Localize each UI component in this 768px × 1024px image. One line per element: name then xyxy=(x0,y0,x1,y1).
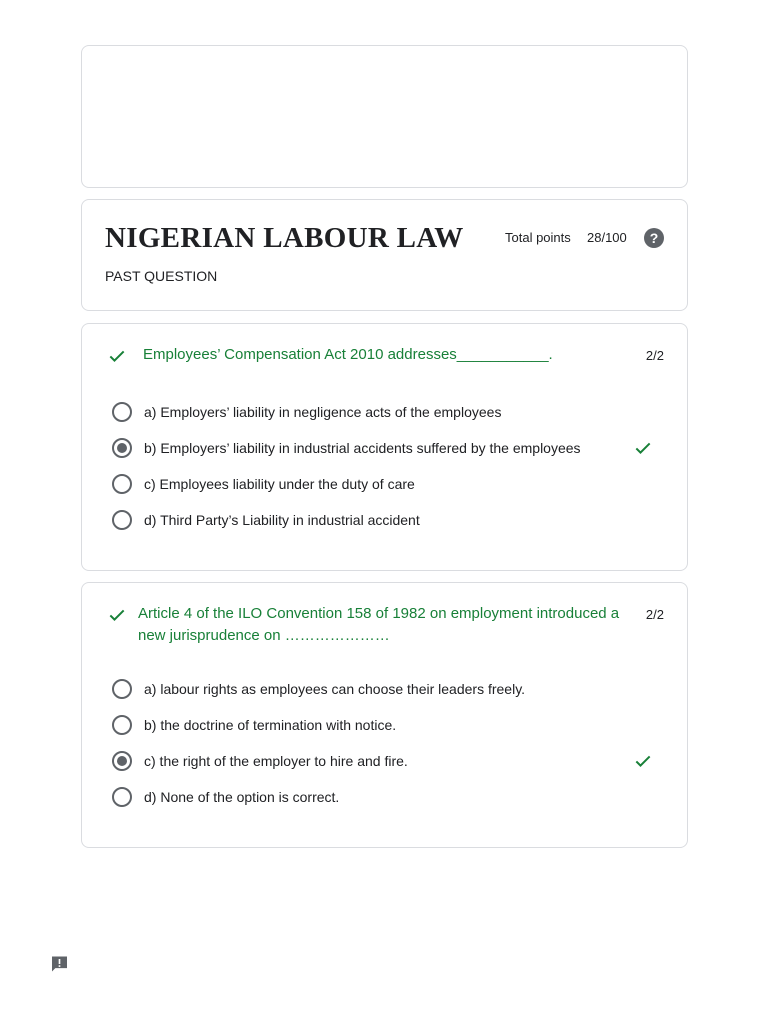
answer-option[interactable] xyxy=(112,677,667,701)
option-label: b) Employers’ liability in industrial accidents suffered by the employees xyxy=(144,440,581,456)
answer-option[interactable] xyxy=(112,508,667,532)
answer-option[interactable] xyxy=(112,472,667,496)
option-label: a) labour rights as employees can choose their leaders freely. xyxy=(144,681,526,697)
check-icon xyxy=(107,346,127,366)
radio-button[interactable] xyxy=(112,679,132,699)
question-points: 2/2 xyxy=(645,348,664,363)
option-label: d) None of the option is correct. xyxy=(144,789,340,805)
question-card xyxy=(81,582,688,848)
form-title: NIGERIAN LABOUR LAW xyxy=(105,222,464,254)
question-text: Article 4 of the ILO Convention 158 of 1982 on employment introduced a new jurisprudence on ………………… xyxy=(138,605,620,644)
form-header xyxy=(81,199,688,311)
total-points-label: Total points xyxy=(505,230,571,245)
option-label: d) Third Party’s Liability in industrial accident xyxy=(144,512,420,528)
radio-button[interactable] xyxy=(112,787,132,807)
option-label: a) Employers’ liability in negligence acts of the employees xyxy=(144,404,502,420)
question-text: Employees’ Compensation Act 2010 addresses___________. xyxy=(143,346,553,363)
question-card xyxy=(81,323,688,571)
answer-option-selected[interactable] xyxy=(112,749,667,773)
answer-option-selected[interactable] xyxy=(112,436,667,460)
radio-button-checked[interactable] xyxy=(112,438,132,458)
option-label: c) the right of the employer to hire and fire. xyxy=(144,753,408,769)
answer-option[interactable] xyxy=(112,713,667,737)
answer-option[interactable] xyxy=(112,400,667,424)
option-label: c) Employees liability under the duty of care xyxy=(144,476,415,492)
answer-option[interactable] xyxy=(112,785,667,809)
form-subtitle: PAST QUESTION xyxy=(105,268,218,284)
check-icon xyxy=(633,751,653,771)
help-icon[interactable]: ? xyxy=(644,228,664,248)
check-icon xyxy=(633,438,653,458)
report-feedback-icon[interactable] xyxy=(49,954,70,974)
radio-button-checked[interactable] xyxy=(112,751,132,771)
header-banner xyxy=(81,45,688,188)
total-points-value: 28/100 xyxy=(587,230,627,245)
check-icon xyxy=(107,605,127,625)
radio-button[interactable] xyxy=(112,715,132,735)
radio-button[interactable] xyxy=(112,402,132,422)
question-points: 2/2 xyxy=(645,607,664,622)
option-label: b) the doctrine of termination with notice. xyxy=(144,717,397,733)
radio-button[interactable] xyxy=(112,510,132,530)
radio-button[interactable] xyxy=(112,474,132,494)
